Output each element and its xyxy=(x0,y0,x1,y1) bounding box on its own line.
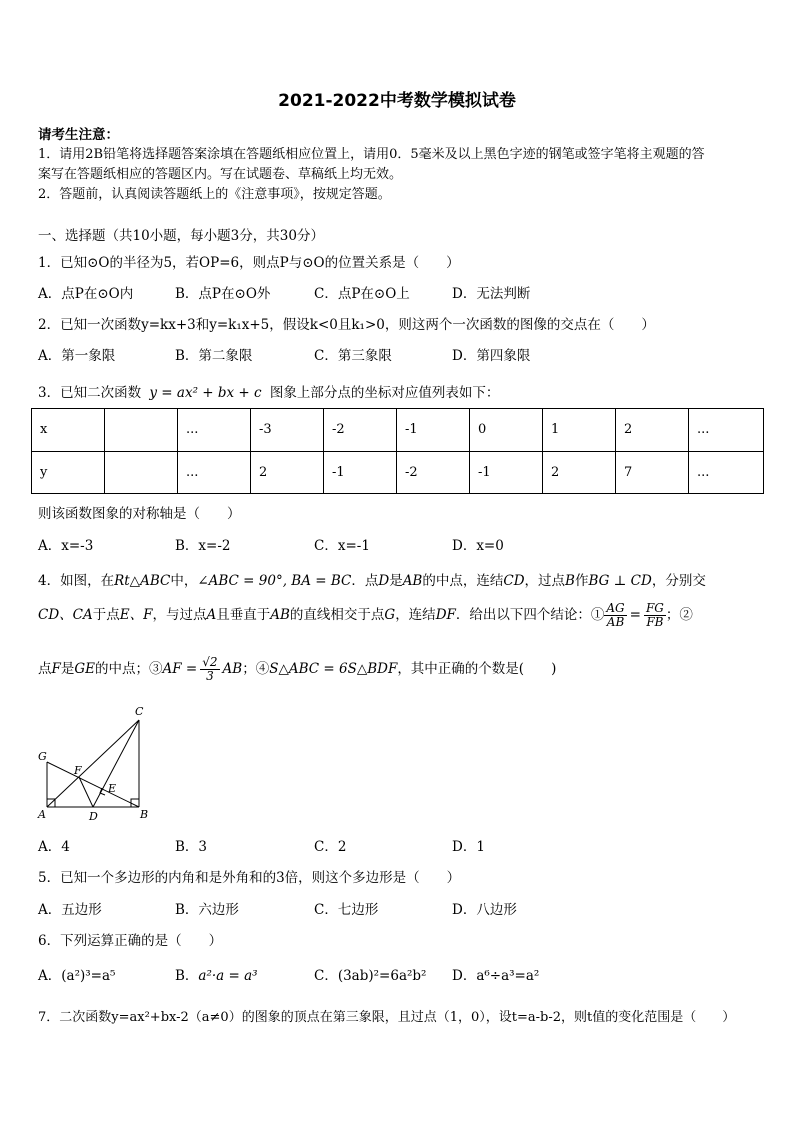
q4-text: 于点 xyxy=(92,607,120,623)
notice-line-1: 1．请用2B铅笔将选择题答案涂填在答题纸相应位置上，请用0．5毫米及以上黑色字迹的钢笔或签字笔将主观题的答 xyxy=(38,147,705,162)
q4-math: E、F xyxy=(119,607,153,623)
table-cell: ... xyxy=(178,409,251,452)
table-cell: -1 xyxy=(324,451,397,494)
q6-option-a[interactable]: A．(a²)³=a⁵ xyxy=(38,968,116,984)
q4-text: ．点 xyxy=(351,573,379,589)
page-title: 2021-2022中考数学模拟试卷 xyxy=(278,91,516,111)
q4-math: BG ⊥ CD xyxy=(588,573,652,589)
q4-line-3 xyxy=(38,656,556,683)
q4-math: AB xyxy=(222,661,243,677)
table-cell: y xyxy=(32,451,105,494)
q3-option-a[interactable]: A．x=-3 xyxy=(38,538,94,554)
notice-line-2: 案写在答题纸相应的答题区内。写在试题卷、草稿纸上均无效。 xyxy=(38,167,403,182)
label-c: C xyxy=(135,705,144,718)
q5-option-a[interactable]: A．五边形 xyxy=(38,902,102,918)
q5-option-d[interactable]: D．八边形 xyxy=(452,902,517,918)
segment-gb xyxy=(47,762,139,807)
q1-option-d[interactable]: D．无法判断 xyxy=(452,286,531,302)
q6-stem: 6．下列运算正确的是（ ） xyxy=(38,933,223,949)
table-cell: -1 xyxy=(397,409,470,452)
table-cell: 2 xyxy=(543,451,616,494)
fraction-ag-ab xyxy=(604,602,626,629)
q3-option-c[interactable]: C．x=-1 xyxy=(314,538,370,554)
fraction-numerator: AG xyxy=(606,601,625,615)
table-cell: -2 xyxy=(324,409,397,452)
notice-heading: 请考生注意： xyxy=(38,127,119,143)
label-a: A xyxy=(38,808,46,821)
q4-text: 点 xyxy=(38,661,52,677)
q4-text: 是 xyxy=(389,573,403,589)
q1-stem: 1．已知⊙O的半径为5，若OP=6，则点P与⊙O的位置关系是（ ） xyxy=(38,255,460,271)
q4-math: ∠ABC = 90°, BA = BC xyxy=(197,573,352,589)
q4-text: ；④ xyxy=(242,661,270,677)
q4-text: ，连结 xyxy=(395,607,436,623)
q4-math: S△ABC = 6S△BDF xyxy=(269,661,398,677)
q3-stem-post: 图象上部分点的坐标对应值列表如下： xyxy=(269,385,500,401)
q4-text: 的直线相交于点 xyxy=(289,607,385,623)
table-cell: ... xyxy=(178,451,251,494)
label-g: G xyxy=(38,750,47,763)
table-row xyxy=(32,409,764,452)
q4-option-b[interactable]: B．3 xyxy=(175,839,208,855)
option-prefix: B． xyxy=(175,968,199,984)
q4-text: 是 xyxy=(60,661,75,677)
q4-math: CD、CA xyxy=(38,607,93,623)
label-b: B xyxy=(140,808,149,821)
table-cell: -3 xyxy=(251,409,324,452)
option-math: a²·a = a³ xyxy=(198,968,258,984)
fraction-root2-3 xyxy=(200,656,219,683)
table-cell: -1 xyxy=(470,451,543,494)
label-f: F xyxy=(74,764,82,777)
q3-question: 则该函数图象的对称轴是（ ） xyxy=(38,506,241,522)
q5-stem: 5．已知一个多边形的内角和是外角和的3倍，则这个多边形是（ ） xyxy=(38,870,461,886)
label-e: E xyxy=(108,782,117,795)
q4-text: ．给出以下四个结论：① xyxy=(455,607,605,623)
fraction-denominator: FB xyxy=(646,615,664,629)
q4-text: 的中点；③ xyxy=(95,661,163,677)
segment-ac xyxy=(47,720,139,807)
q4-text: ，其中正确的个数是( ) xyxy=(397,661,557,677)
q2-option-d[interactable]: D．第四象限 xyxy=(452,348,531,364)
q6-option-c[interactable]: C．(3ab)²=6a²b² xyxy=(314,968,427,984)
q4-option-c[interactable]: C．2 xyxy=(314,839,347,855)
fraction-denominator: AB xyxy=(606,615,625,629)
q3-option-b[interactable]: B．x=-2 xyxy=(175,538,231,554)
q1-option-b[interactable]: B．点P在⊙O外 xyxy=(175,286,271,302)
q4-math: DF xyxy=(435,607,456,623)
q4-text: 中， xyxy=(170,573,198,589)
q4-text: ，分别交 xyxy=(651,573,706,589)
q2-stem: 2．已知一次函数y=kx+3和y=k₁x+5，假设k<0且k₁>0，则这两个一次函数的图像的交点在（ ） xyxy=(38,317,655,333)
table-cell xyxy=(105,451,178,494)
q4-math: GE xyxy=(74,661,96,677)
q4-math: B xyxy=(565,573,575,589)
q3-value-table xyxy=(31,408,764,494)
q4-math: AB xyxy=(270,607,290,623)
label-d: D xyxy=(89,810,98,823)
q1-option-a[interactable]: A．点P在⊙O内 xyxy=(38,286,134,302)
table-cell: x xyxy=(32,409,105,452)
q4-math: D xyxy=(378,573,390,589)
q6-option-b[interactable] xyxy=(175,964,258,984)
q4-text: ，过点 xyxy=(524,573,566,589)
q4-math: AF = xyxy=(162,661,198,677)
q5-option-c[interactable]: C．七边形 xyxy=(314,902,379,918)
q2-option-c[interactable]: C．第三象限 xyxy=(314,348,392,364)
q3-option-d[interactable]: D．x=0 xyxy=(452,538,504,554)
table-cell: ... xyxy=(689,451,764,494)
table-cell: -2 xyxy=(397,451,470,494)
q4-text: 且垂直于 xyxy=(216,607,271,623)
q4-option-d[interactable]: D．1 xyxy=(452,839,485,855)
table-cell: 1 xyxy=(543,409,616,452)
q4-text: ；② xyxy=(665,607,693,623)
q4-math: CD xyxy=(503,573,525,589)
notice-line-3: 2．答题前，认真阅读答题纸上的《注意事项》，按规定答题。 xyxy=(38,187,391,202)
q3-stem xyxy=(38,381,499,401)
table-cell: 7 xyxy=(616,451,689,494)
fraction-numerator: FG xyxy=(645,601,664,615)
q2-option-a[interactable]: A．第一象限 xyxy=(38,348,116,364)
q4-line-1 xyxy=(38,569,706,589)
q7-stem: 7．二次函数y=ax²+bx-2（a≠0）的图象的顶点在第三象限，且过点（1，0），设t=a-b-2，则t值的变化范围是（ ） xyxy=(38,1010,736,1025)
q4-math: A xyxy=(206,607,217,623)
q5-option-b[interactable]: B．六边形 xyxy=(175,902,239,918)
fraction-numerator: √2 xyxy=(202,655,218,669)
section-heading: 一、选择题（共10小题，每小题3分，共30分） xyxy=(38,228,324,244)
q4-text: ，与过点 xyxy=(152,607,207,623)
q4-math: AB xyxy=(402,573,423,589)
q4-text: 作 xyxy=(574,573,589,589)
q4-math: Rt△ABC xyxy=(114,573,171,589)
q4-text: 的中点，连结 xyxy=(422,573,504,589)
table-cell: 2 xyxy=(616,409,689,452)
fraction-denominator: 3 xyxy=(206,669,214,683)
table-cell: 2 xyxy=(251,451,324,494)
table-cell: ... xyxy=(689,409,764,452)
q4-math: G xyxy=(384,607,396,623)
equals-sign: = xyxy=(629,607,641,623)
q4-math: F xyxy=(51,661,61,677)
table-row xyxy=(32,451,764,494)
q4-option-a[interactable]: A．4 xyxy=(38,839,70,855)
q1-option-c[interactable]: C．点P在⊙O上 xyxy=(314,286,410,302)
q2-option-b[interactable]: B．第二象限 xyxy=(175,348,253,364)
q4-text: 4．如图，在 xyxy=(38,573,115,589)
q3-stem-pre: 3．已知二次函数 xyxy=(38,385,142,401)
q3-formula: y = ax² + bx + c xyxy=(149,385,262,401)
right-angle-b xyxy=(131,799,139,807)
q4-triangle-figure xyxy=(30,700,160,825)
q4-line-2 xyxy=(38,602,693,629)
table-cell xyxy=(105,409,178,452)
q6-option-d[interactable]: D．a⁶÷a³=a² xyxy=(452,968,540,984)
table-cell: 0 xyxy=(470,409,543,452)
fraction-fg-fb xyxy=(644,602,666,629)
